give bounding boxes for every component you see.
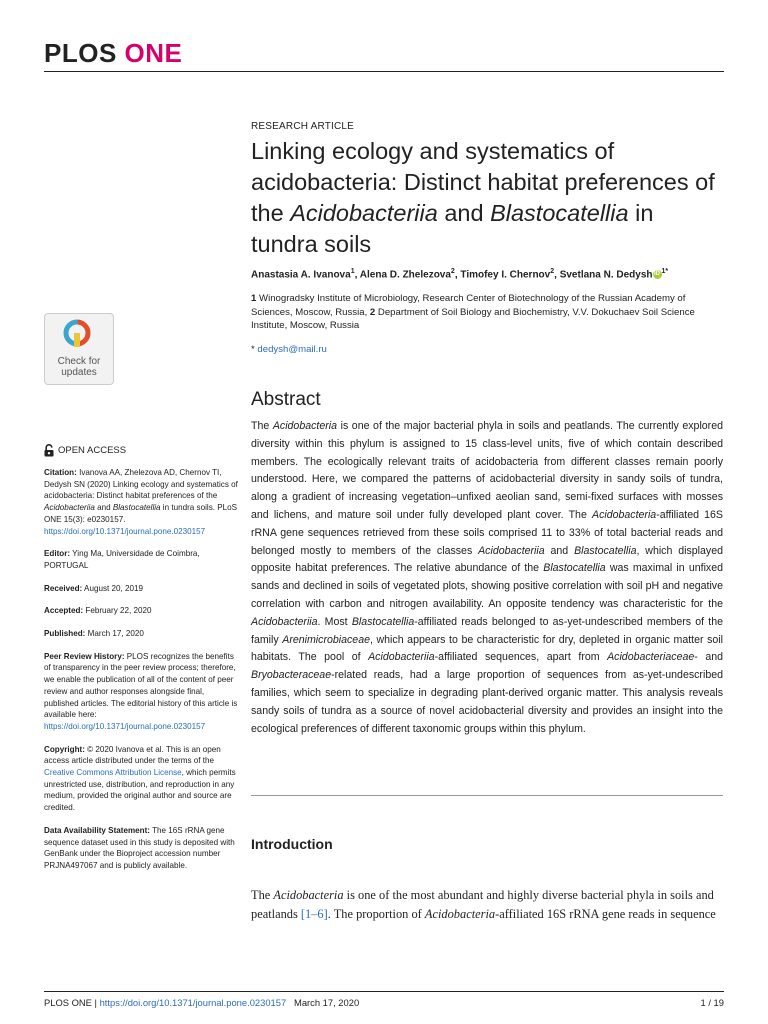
body-text: -affiliated sequences, apart from (434, 651, 608, 664)
published-block (44, 628, 240, 640)
copyright-text: , which permits unrestricted use, distribution, and reproduction in any medium, provided the original author and source are credited. (44, 768, 236, 813)
affiliation-number: 1 (251, 293, 257, 304)
accepted-block (44, 605, 240, 617)
body-text: -affiliated 16S rRNA gene reads in sequence (495, 907, 716, 921)
crossmark-line1: Check for (57, 356, 101, 367)
footer-journal: PLOS ONE | (44, 997, 100, 1008)
taxon-name: Acidobacteria (424, 907, 496, 921)
check-for-updates-badge[interactable] (44, 313, 114, 385)
orcid-icon[interactable]: iD (654, 271, 661, 278)
corresponding-mark: * (251, 344, 255, 355)
author-list: Anastasia A. Ivanova$^1$, Alena D. Zhelezova$^2$, Timofey I. Chernov$^2$, Svetlana N. Dedysh iD $^{1*}$ (251, 268, 669, 281)
title-taxon: Blastocatellia (490, 200, 629, 226)
page-number: 1 / 19 (700, 997, 724, 1008)
taxon-name: Acidobacteriia (478, 544, 545, 557)
abstract-divider (251, 795, 723, 796)
data-availability-block (44, 825, 240, 872)
title-text: and (437, 200, 491, 226)
citation-taxon: Acidobacteriia (44, 503, 95, 513)
article-info-sidebar (44, 444, 240, 883)
taxon-name: Acidobacteriaceae (607, 651, 695, 664)
taxon-name: Acidobacteria (592, 508, 657, 521)
header-divider (44, 71, 724, 72)
body-text: . Most (317, 615, 352, 628)
taxon-name: Bryobacteraceae (251, 669, 332, 682)
body-text: and (544, 544, 575, 557)
footer-divider (44, 991, 724, 992)
citation-label: Citation: (44, 468, 77, 477)
affiliation-number: 2 (369, 306, 376, 318)
taxon-name: Acidobacteriia (251, 615, 318, 628)
body-text: , which appears to be characteristic for dry, depleted in organic matter soil habitats. The pool of (251, 633, 724, 664)
received-date: August 20, 2019 (82, 583, 144, 593)
title-taxon: Acidobacteriia (290, 200, 438, 226)
body-text: -related reads, had a large proportion of sequences from as-yet-undescribed families, which seem to specialize in degrading plant-derived organic matter. This analysis reveals sandy soils of tundra as a source of novel acidobacterial diversity and provides an insight into the ecological preferences of different taxonomic groups within this phylum. (251, 669, 723, 735)
author-affiliation-mark: 2 (550, 268, 555, 275)
copyright-block (44, 744, 240, 814)
open-access-badge (44, 444, 240, 457)
body-text: The (251, 888, 274, 902)
editor-label: Editor: (44, 549, 71, 559)
corresponding-email-link[interactable]: dedysh@mail.ru (257, 344, 327, 355)
body-text: . The proportion of (327, 907, 425, 921)
data-availability-label: Data Availability Statement: (44, 825, 150, 835)
journal-masthead (44, 38, 182, 69)
affiliation-text: Department of Soil Biology and Biochemistry, V.V. Dokuchaev Soil Science Institute, Moscow, Russia (251, 306, 695, 331)
taxon-name: Arenimicrobiaceae (282, 633, 370, 646)
citation-reference-link[interactable]: [1–6] (300, 907, 328, 921)
taxon-name: Blastocatellia (543, 562, 606, 575)
body-text: was maximal in unfixed sands and declined in soils of vegetated plots, showing positive correlation with soil pH and negative correlation with carbon and nitrogen availability. An opposite tendency was characteristic for the (251, 562, 723, 610)
crossmark-line2: updates (61, 367, 97, 378)
author-name[interactable]: Anastasia A. Ivanova (251, 269, 351, 281)
author-name[interactable]: Svetlana N. Dedysh (559, 269, 653, 281)
body-text: is one of the major bacterial phyla in soils and peatlands. The currently explored diversity within this phylum is assigned to 15 class-level units, five of which contain described members. The ecologically relevant traits of acidobacteria from different classes remain poorly understood. Here, we compared the patterns of acidobacterial diversity in sandy soils of tundra, along a gradient of increasing vegetation–unfixed aeolian sand, semi-fixed surfaces with mosses and lichens, and mature soil under fully developed plant cover. The (251, 420, 723, 521)
citation-text: and (94, 503, 113, 513)
body-text: The (251, 420, 273, 432)
taxon-name: Acidobacteriia (368, 651, 435, 664)
peer-review-text: PLOS recognizes the benefits of transparency in the peer review process; therefore, we enable the publication of all of the content of peer review and author responses alongside final, published articles. The editorial history of this article is available here: (44, 651, 238, 720)
accepted-date: February 22, 2020 (83, 606, 152, 616)
open-lock-icon (44, 444, 54, 457)
abstract-body (251, 418, 723, 738)
body-text: -affiliated 16S rRNA gene sequences retrieved from these soils comprised 11 to 33% of total bacterial reads and belonged mostly to members of the classes (251, 508, 724, 557)
accepted-label: Accepted: (44, 606, 84, 616)
crossmark-icon (63, 319, 91, 347)
page-footer (44, 997, 359, 1008)
published-date: March 17, 2020 (85, 629, 144, 639)
introduction-heading: Introduction (251, 836, 333, 852)
author-affiliation-mark: 2 (450, 268, 455, 275)
author-affiliation-mark: 1* (661, 268, 669, 275)
citation-taxon: Blastocatellia (112, 503, 161, 513)
data-availability-text: The 16S rRNA gene sequence dataset used in this study is deposited with GenBank under the Bioproject accession number PRJNA497067 and is publicly available. (44, 825, 235, 870)
author-name[interactable]: Alena D. Zhelezova (359, 269, 451, 281)
masthead-one: ONE (124, 38, 183, 68)
affiliations (251, 292, 721, 333)
article-type: RESEARCH ARTICLE (251, 121, 355, 132)
abstract-heading: Abstract (251, 389, 321, 410)
citation-block (44, 467, 240, 537)
taxon-name: Blastocatellia (574, 544, 637, 557)
editor-text: Ying Ma, Universidade de Coimbra, PORTUGAL (44, 549, 200, 570)
published-label: Published: (44, 629, 86, 639)
masthead-plos: PLOS (44, 38, 117, 68)
taxon-name: Blastocatellia (351, 615, 415, 628)
copyright-label: Copyright: (44, 744, 85, 754)
editor-block (44, 548, 240, 571)
open-access-label: OPEN ACCESS (58, 444, 127, 456)
citation-text: in tundra soils. PLoS ONE 15(3): e0230157. (44, 503, 238, 524)
received-label: Received: (44, 583, 83, 593)
body-text: - and (694, 651, 723, 664)
license-link[interactable]: Creative Commons Attribution License (44, 768, 182, 778)
author-name[interactable]: Timofey I. Chernov (460, 269, 551, 281)
body-text: is one of the most abundant and highly diverse bacterial phyla in soils and peatlands (251, 888, 714, 921)
author-affiliation-mark: 1 (350, 268, 355, 275)
corresponding-author (251, 344, 327, 355)
peer-review-link[interactable]: https://doi.org/10.1371/journal.pone.0230157 (44, 721, 206, 731)
title-text: in tundra soils (251, 200, 654, 257)
citation-text: Ivanova AA, Zhelezova AD, Chernov TI, Dedysh SN (2020) Linking ecology and systematics of acidobacteria: Distinct habitat preferences of the (44, 468, 238, 501)
taxon-name: Acidobacteria (272, 420, 338, 432)
citation-doi-link[interactable]: https://doi.org/10.1371/journal.pone.0230157 (44, 526, 206, 536)
title-text: Linking ecology and systematics of acidobacteria: Distinct habitat preferences of the (251, 138, 715, 226)
taxon-name: Acidobacteria (273, 888, 344, 902)
copyright-text: © 2020 Ivanova et al. This is an open access article distributed under the terms of the (44, 744, 221, 766)
introduction-body (251, 886, 723, 924)
footer-date: March 17, 2020 (294, 997, 360, 1008)
affiliation-text: Winogradsky Institute of Microbiology, Research Center of Biotechnology of the Russian Academy of Sciences, Moscow, Russia, (251, 293, 686, 318)
peer-review-block (44, 651, 240, 733)
footer-doi-link[interactable]: https://doi.org/10.1371/journal.pone.0230157 (99, 997, 287, 1008)
article-title (251, 136, 721, 260)
received-block (44, 583, 240, 595)
body-text: , which displayed opposite habitat preferences. The relative abundance of the (251, 544, 723, 575)
body-text: -affiliated reads belonged to as-yet-undescribed members of the family (251, 615, 723, 646)
peer-review-label: Peer Review History: (44, 651, 125, 661)
